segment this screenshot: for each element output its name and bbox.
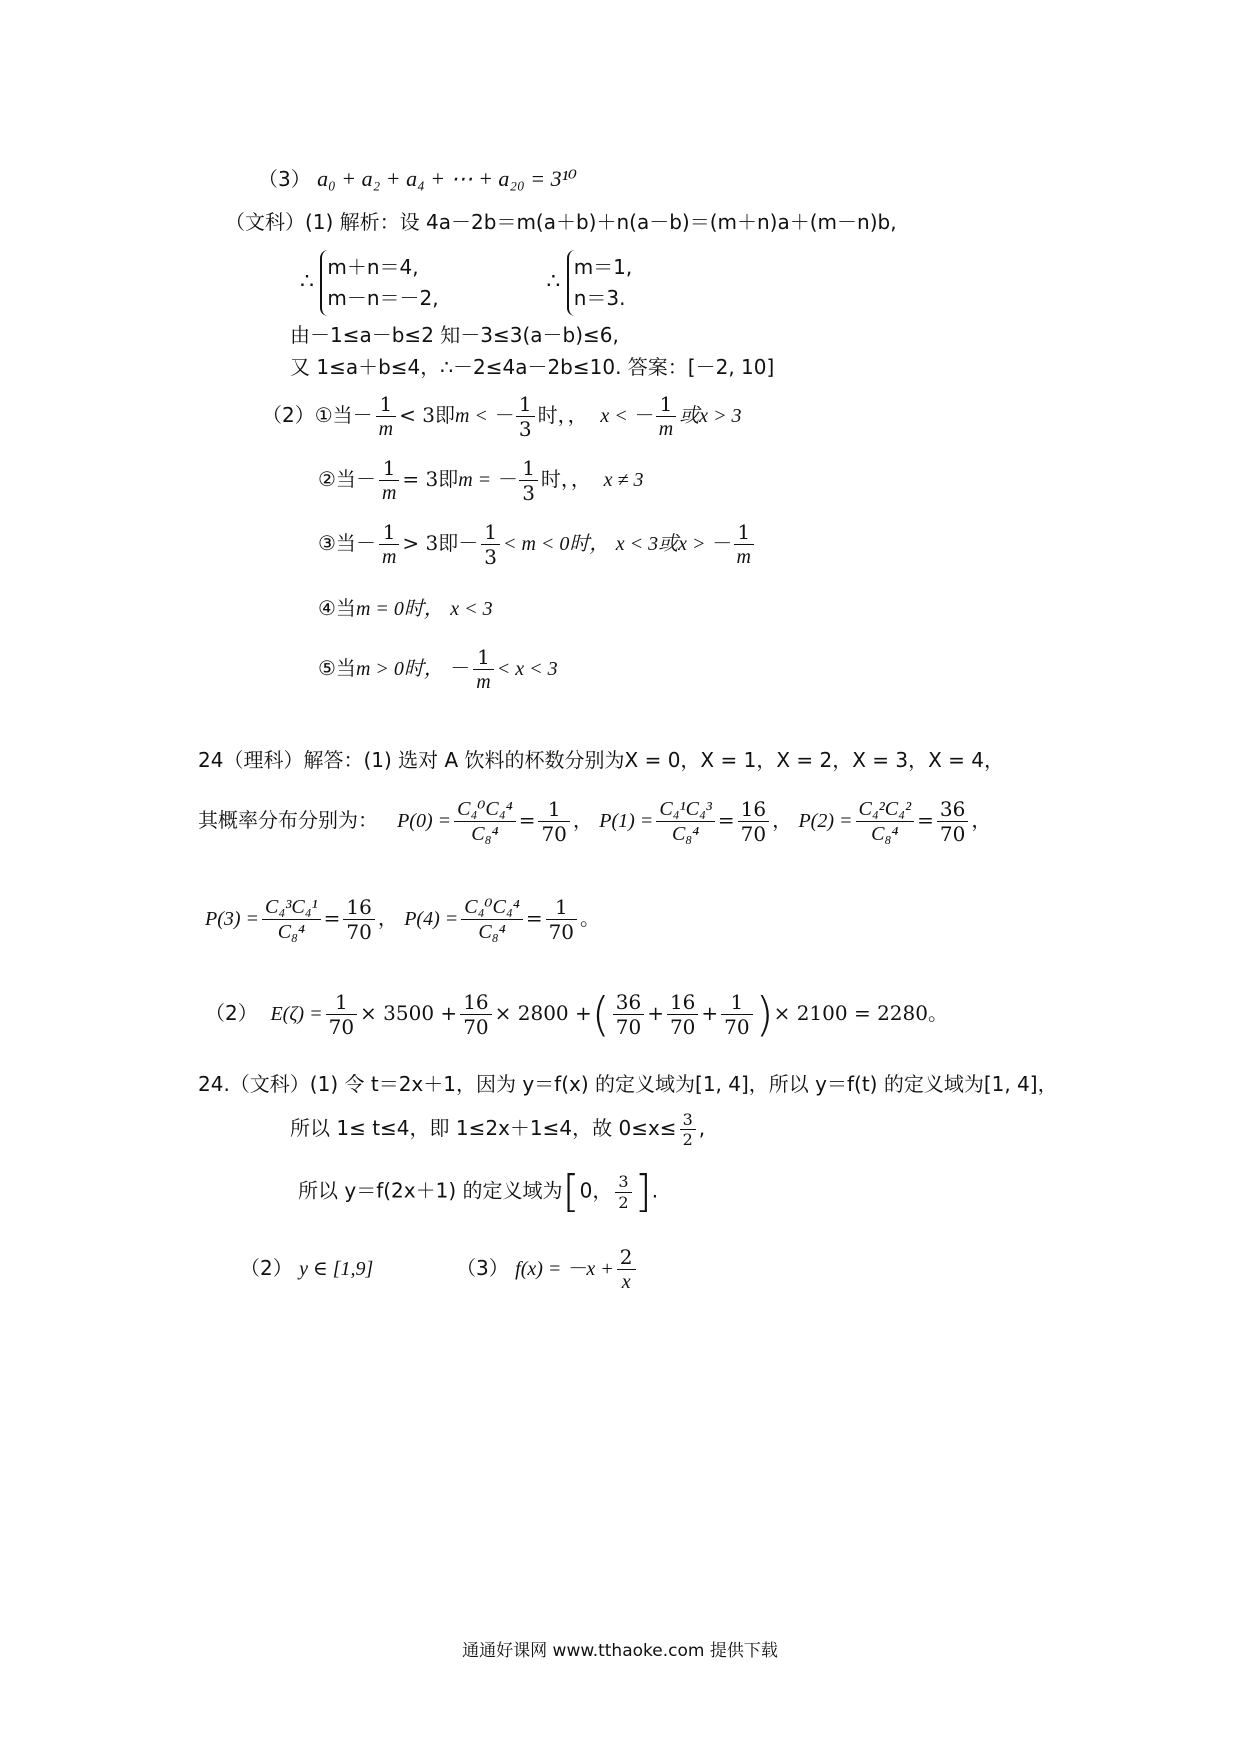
numerator: C₄¹C₄³ <box>656 797 715 822</box>
numerator: 36 <box>613 990 644 1015</box>
comma: , <box>698 1116 706 1141</box>
fraction-1-over-3 <box>481 520 500 569</box>
fraction-1-over-m-2 <box>734 520 754 569</box>
denominator: 70 <box>740 822 767 846</box>
denominator: 70 <box>615 1015 642 1039</box>
term-3500: × 3500 + <box>360 1001 458 1025</box>
p1-value <box>738 797 769 846</box>
p0-combination-fraction <box>454 797 516 846</box>
denominator: 3 <box>522 481 535 505</box>
minus-sign: － <box>355 531 376 555</box>
fraction-1-over-m-2 <box>656 392 676 441</box>
p1-combination-fraction <box>656 797 715 846</box>
fraction-1-over-3 <box>519 456 538 505</box>
plus: + <box>647 1001 664 1025</box>
numerator: 1 <box>656 392 676 417</box>
equation-system-2 <box>567 250 633 316</box>
p4-value <box>546 895 577 944</box>
therefore-symbol-2: ∴ <box>546 269 561 295</box>
numerator: 1 <box>721 990 752 1015</box>
x-solution: x < － <box>600 405 653 427</box>
denominator: 3 <box>518 417 532 441</box>
line-equation-systems <box>300 250 632 316</box>
fraction-1-over-m <box>376 392 396 441</box>
term-2800: × 2800 + <box>494 1001 592 1025</box>
system1-eq2: m－n＝－2, <box>327 286 439 310</box>
denominator: x <box>621 1271 631 1293</box>
fraction-1-70 <box>326 990 357 1039</box>
denominator: m <box>378 418 394 440</box>
line-q24-science-intro: 24（理科）解答：(1) 选对 A 饮料的杯数分别为X = 0，X = 1，X = 2，X = 3，X = 4， <box>198 748 1005 772</box>
case3-label: ③当 <box>318 531 356 555</box>
numerator: 1 <box>473 645 493 670</box>
numerator: 1 <box>519 456 538 481</box>
condition-text: < 3即 <box>399 403 455 427</box>
term-2100-result: × 2100 = 2280。 <box>773 1001 948 1025</box>
case1-label: （2）①当 <box>262 403 353 427</box>
line-part3-sum <box>258 168 577 190</box>
fraction-16-70 <box>460 990 491 1039</box>
x-solution: x < 3或x > － <box>615 533 731 555</box>
fraction-1-over-m <box>379 520 399 569</box>
denominator: 70 <box>541 822 567 846</box>
fraction-1-over-3 <box>516 392 535 441</box>
page-footer: 通通好课网 www.tthaoke.com 提供下载 <box>462 1641 778 1661</box>
denominator: m <box>658 418 674 440</box>
period: . <box>651 1178 659 1203</box>
denominator: 3 <box>484 545 497 569</box>
equals: = <box>518 808 536 832</box>
p4-lhs: P(4) = <box>404 908 459 930</box>
numerator: 2 <box>617 1245 636 1270</box>
minus-sign: － <box>450 656 471 680</box>
part2-label: （2） <box>205 1001 258 1025</box>
left-bracket: [ <box>562 1166 580 1217</box>
condition-text: > 3即 <box>402 531 459 555</box>
fraction-3-over-2 <box>615 1172 631 1211</box>
line-domain-result <box>298 1166 659 1217</box>
x-solution: < x < 3 <box>496 658 558 680</box>
line-range-ab-diff: 由－1≤a－b≤2 知－3≤3(a－b)≤6, <box>290 323 619 347</box>
denominator: C₈⁴ <box>277 921 305 943</box>
numerator: 1 <box>734 520 754 545</box>
period: 。 <box>580 906 601 930</box>
denominator: 70 <box>328 1015 355 1039</box>
denominator: m <box>381 482 397 504</box>
denominator: 2 <box>618 1192 629 1212</box>
line-expectation <box>205 987 948 1042</box>
line-probability-distribution-1: 其概率分布分别为： P(0) = $\frac{\text{C₄⁰C₄⁴}}{\text{C₈⁴}}$ = $\frac{1}{70}$ ， P(1) = $\frac{\text{C₄¹C₄³}}{\text{C₈⁴}}$ = $\frac{16}{70}$ ， P(2) = $\frac{\text{C₄²C₄²}}{\text{C₈⁴}}$ = $\frac{36}{70}$ ， <box>198 797 992 846</box>
numerator: 3 <box>680 1110 696 1130</box>
p3-value <box>343 895 374 944</box>
numerator: C₄⁰C₄⁴ <box>454 797 516 822</box>
fraction-3-over-2 <box>680 1110 696 1149</box>
case2-label: ②当 <box>318 467 356 491</box>
numerator: 36 <box>937 797 968 822</box>
numerator: 1 <box>379 456 399 481</box>
denominator: 70 <box>669 1015 696 1039</box>
denominator: C₈⁴ <box>478 921 506 943</box>
equals: = <box>525 906 543 930</box>
p1-lhs: P(1) = <box>599 810 654 832</box>
m-condition: m > 0时， <box>355 658 444 680</box>
numerator: C₄²C₄² <box>856 797 915 822</box>
denominator: 70 <box>724 1015 750 1039</box>
fraction-1-70-b <box>721 990 752 1039</box>
m-condition: m = 0时， <box>355 598 444 620</box>
line-probability-distribution-2: P(3) = $\frac{\text{C₄³C₄¹}}{\text{C₈⁴}}$ = $\frac{16}{70}$ ， P(4) = $\frac{\text{C₄⁰C₄⁴}}{\text{C₈⁴}}$ = $\frac{1}{70}$ 。 <box>205 895 601 944</box>
denominator: 70 <box>548 920 575 944</box>
numerator: C₄⁰C₄⁴ <box>461 895 523 920</box>
line-case-5 <box>318 645 558 694</box>
denominator: C₈⁴ <box>671 823 700 845</box>
p2-value <box>937 797 968 846</box>
p3-lhs: P(3) = <box>205 908 260 930</box>
expectation-lhs: E(ζ) = <box>270 1003 323 1025</box>
system2-eq2: n＝3. <box>573 286 626 310</box>
line-wenke-1-setup: （文科）(1) 解析：设 4a－2b＝m(a＋b)＋n(a－b)＝(m＋n)a＋(m－n)b, <box>225 210 897 234</box>
numerator: 1 <box>379 520 399 545</box>
fraction-1-over-m <box>473 645 493 694</box>
x-solution: x ≠ 3 <box>603 469 644 491</box>
numerator: 1 <box>538 797 569 822</box>
zero: 0， <box>579 1178 613 1203</box>
equation-system-1 <box>320 250 438 316</box>
line-case-3 <box>318 520 757 569</box>
x-solution-tail: 或x > 3 <box>679 405 742 427</box>
line-parts-2-3 <box>240 1245 639 1294</box>
system1-eq1: m＋n＝4, <box>327 255 419 279</box>
minus-sign: － <box>458 531 479 555</box>
part3-label: （3） <box>456 1256 509 1280</box>
numerator: 16 <box>343 895 374 920</box>
shi-text: 时，， <box>537 403 588 427</box>
p3-combination-fraction <box>262 895 321 944</box>
inequality-text: 所以 1≤ t≤4，即 1≤2x＋1≤4，故 0≤x≤ <box>290 1116 677 1141</box>
p2-lhs: P(2) = <box>798 810 853 832</box>
equals: = <box>917 808 934 832</box>
left-paren: ( <box>591 987 610 1042</box>
denominator: 70 <box>346 920 372 944</box>
equals: = <box>323 906 341 930</box>
denominator: m <box>476 671 491 693</box>
numerator: 1 <box>546 895 577 920</box>
numerator: 16 <box>460 990 491 1015</box>
line-domain-inequality <box>290 1110 705 1149</box>
x-solution: x < 3 <box>450 598 493 620</box>
denominator: m <box>736 546 751 568</box>
line-case-4 <box>318 598 493 619</box>
m-condition: < m < 0时， <box>502 533 610 555</box>
numerator: 16 <box>667 990 698 1015</box>
numerator: C₄³C₄¹ <box>262 895 321 920</box>
function-answer: f(x) = －x + <box>515 1258 614 1280</box>
numerator: 1 <box>481 520 500 545</box>
case4-label: ④当 <box>318 596 356 620</box>
equals: = <box>717 808 735 832</box>
denominator: m <box>381 546 397 568</box>
domain-text: 所以 y＝f(2x＋1) 的定义域为 <box>298 1178 563 1203</box>
numerator: 16 <box>738 797 769 822</box>
therefore-symbol: ∴ <box>300 269 314 295</box>
denominator: 70 <box>463 1015 489 1039</box>
line-q24-arts-intro: 24.（文科）(1) 令 t＝2x＋1，因为 y＝f(x) 的定义域为[1, 4]，所以 y＝f(t) 的定义域为[1, 4]， <box>198 1072 1058 1096</box>
even-coefficient-sum: a₀ + a₂ + a₄ + ⋯ + a₂₀ = 3¹⁰ <box>317 166 577 191</box>
p0-lhs: P(0) = <box>397 810 452 832</box>
p0-value <box>538 797 569 846</box>
part2-label: （2） <box>240 1256 293 1280</box>
denominator: C₈⁴ <box>471 823 499 845</box>
part-label: （3） <box>258 167 311 191</box>
plus: + <box>701 1001 719 1025</box>
minus-sign: － <box>355 467 376 491</box>
p2-combination-fraction <box>856 797 915 846</box>
distribution-label: 其概率分布分别为： <box>198 808 378 832</box>
m-condition: m = － <box>458 469 517 491</box>
minus-sign: － <box>352 403 373 427</box>
fraction-16-70-b <box>667 990 698 1039</box>
range-answer: y ∈ [1,9] <box>299 1258 374 1280</box>
condition-text: = 3即 <box>402 467 459 491</box>
system2-eq1: m＝1, <box>573 255 633 279</box>
right-bracket: ] <box>634 1166 652 1217</box>
numerator: 1 <box>326 990 357 1015</box>
numerator: 1 <box>516 392 535 417</box>
denominator: C₈⁴ <box>871 823 899 845</box>
line-range-answer: 又 1≤a＋b≤4，∴－2≤4a－2b≤10. 答案：[－2, 10] <box>290 355 775 379</box>
fraction-36-70 <box>613 990 644 1039</box>
denominator: 70 <box>939 822 966 846</box>
p4-combination-fraction <box>461 895 523 944</box>
right-paren: ) <box>755 987 774 1042</box>
denominator: 2 <box>682 1130 693 1150</box>
line-case-2 <box>318 456 644 505</box>
shi-text: 时，， <box>540 467 591 491</box>
fraction-1-over-m <box>379 456 399 505</box>
case5-label: ⑤当 <box>318 656 356 680</box>
line-case-1 <box>262 392 742 441</box>
fraction-2-over-x <box>617 1245 636 1294</box>
numerator: 3 <box>615 1172 631 1192</box>
numerator: 1 <box>376 392 396 417</box>
m-condition: m < － <box>454 405 513 427</box>
